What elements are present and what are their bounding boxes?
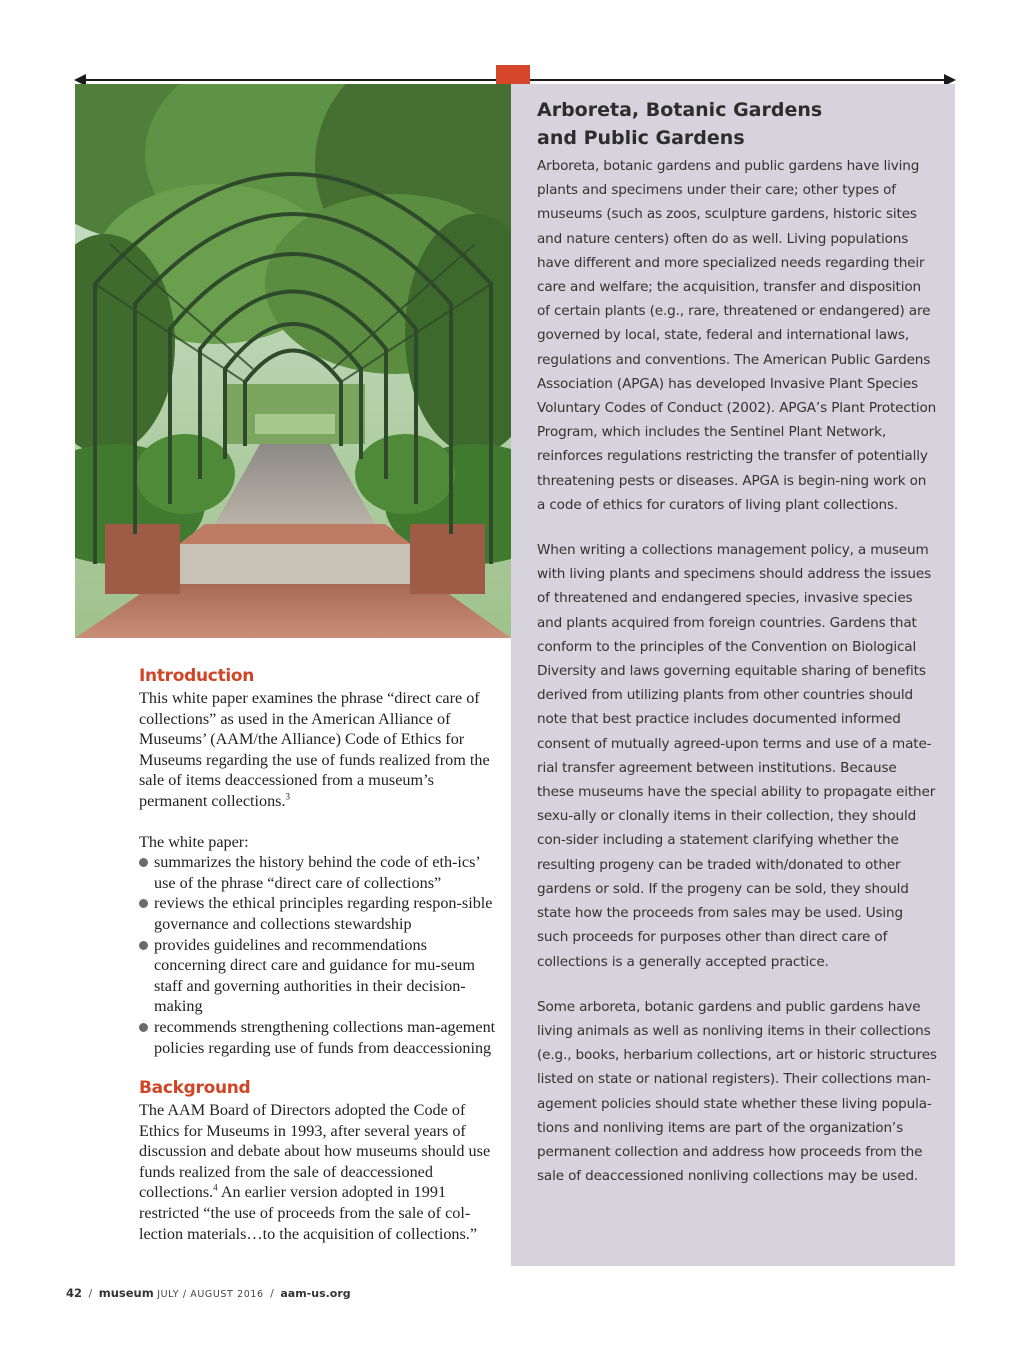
bullet-icon: [139, 858, 148, 867]
footnote-3: 3: [285, 791, 291, 802]
footnote-4: 4: [213, 1183, 218, 1194]
list-item: [139, 893, 501, 934]
sidebar-panel: [511, 84, 955, 1266]
website-link[interactable]: aam-us.org: [280, 1287, 351, 1300]
background-paragraph: [139, 1100, 501, 1244]
list-item: [139, 935, 501, 1017]
issue-date: JULY / AUGUST 2016: [157, 1289, 264, 1300]
sidebar-title-line1: Arboreta, Botanic Gardens: [537, 99, 823, 121]
bullet-icon: [139, 899, 148, 908]
footer-separator: /: [270, 1287, 274, 1300]
sidebar-paragraph: Arboreta, botanic gardens and public gardens have living plants and specimens under their care; other types of museums (such as zoos, sculpture gardens, historic sites and nature centers) often do as well. Living populations have different and more specialized needs regarding their care and welfare; the acquisition, transfer and disposition of certain plants (e.g., rare, threatened or endangered) are governed by local, state, federal and international laws, regulations and conventions. The American Public Gardens Association (APGA) has developed Invasive Plant Species Voluntary Codes of Conduct (2002). APGA’s Plant Protection Program, which includes the Sentinel Plant Network, reinforces regulations restricting the transfer of potentially threatening pests or diseases. APGA is begin-ning work on a code of ethics for curators of living plant collections.: [537, 158, 937, 513]
sidebar-title-line2: and Public Gardens: [537, 127, 745, 149]
list-item: [139, 1017, 501, 1058]
white-paper-lead: The white paper:: [139, 832, 249, 851]
list-item-text: recommends strengthening collections man-agement policies regarding use of funds from deaccessioning: [154, 1017, 496, 1057]
sidebar-paragraph: When writing a collections management policy, a museum with living plants and specimens should address the issues of threatened and endangered species, invasive species and plants acquired from foreign countries. Gardens that conform to the principles of the Convention on Biological Diversity and laws governing equitable sharing of benefits derived from utilizing plants from other countries should note that best practice includes documented informed consent of mutually agreed-upon terms and use of a mate-rial transfer agreement between institutions. Because these museums have the special ability to propagate either sexu-ally or clonally items in their collection, they should con-sider including a statement clarifying whether the resulting progeny can be traded with/donated to other gardens or sold. If the progeny can be sold, they should state how the proceeds from sales may be used. Using such proceeds for purposes other than direct care of collections is a generally accepted practice.: [537, 542, 936, 970]
sidebar-paragraph: Some arboreta, botanic gardens and public gardens have living animals as well as nonliving items in their collections (e.g., books, herbarium collections, art or historic structures listed on state or national registers). Their collections man-agement policies should state whether these living popula-tions and nonliving items are part of the organization’s permanent collection and address how proceeds from the sale of deaccessioned nonliving collections may be used.: [537, 998, 937, 1185]
background-text-b: An earlier version adopted in 1991 restricted “the use of proceeds from the sale of col-lection materials…to the acquisition of collections.”: [139, 1183, 478, 1243]
bullet-icon: [139, 1023, 148, 1032]
introduction-paragraph: [139, 688, 501, 812]
list-item-text: provides guidelines and recommendations concerning direct care and guidance for mu-seum staff and governing authorities in their decision-making: [154, 935, 475, 1016]
page-number: 42: [66, 1286, 83, 1300]
background-text-a: The AAM Board of Directors adopted the Code of Ethics for Museums in 1993, after several years of discussion and debate about how museums should use funds realized from the sale of deaccessioned collections.: [139, 1101, 491, 1202]
list-item-text: summarizes the history behind the code of eth-ics’ use of the phrase “direct care of collections”: [154, 853, 480, 892]
list-item: [139, 852, 501, 893]
main-column: [139, 664, 501, 1244]
bullet-icon: [139, 941, 148, 950]
sidebar-title: [537, 96, 937, 152]
garden-arbor-photo: [75, 84, 511, 638]
list-item-text: reviews the ethical principles regarding respon-sible governance and collections stewardship: [154, 894, 493, 933]
background-heading: Background: [139, 1078, 251, 1099]
introduction-heading: Introduction: [139, 666, 255, 686]
page-footer: [66, 1286, 351, 1300]
introduction-text: This white paper examines the phrase “direct care of collections” as used in the American Alliance of Museums’ (AAM/the Alliance) Code of Ethics for Museums regarding the use of funds realized from the sale of items deaccessioned from a museum’s permanent collections.: [139, 689, 490, 810]
footer-separator: /: [88, 1287, 93, 1300]
magazine-name: museum: [98, 1286, 154, 1300]
white-paper-list: [139, 852, 501, 1058]
